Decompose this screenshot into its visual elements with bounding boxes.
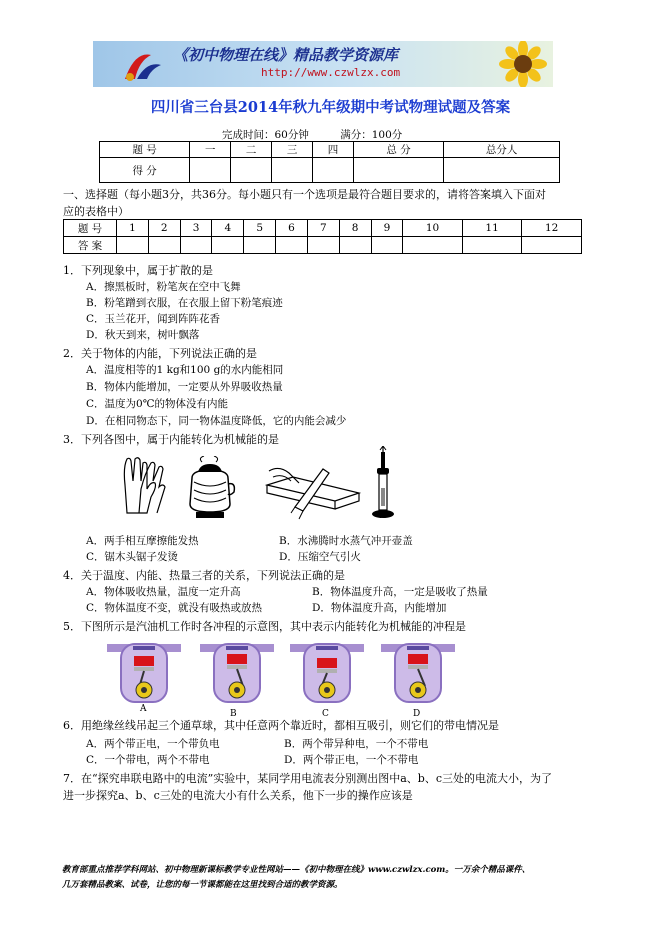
score-cell[interactable] [190, 158, 231, 183]
answer-table [63, 219, 582, 254]
question-6-option-a: A．两个带正电，一个带负电 [86, 738, 220, 750]
page-footer [62, 863, 530, 893]
score-header-cell: 二 [231, 142, 272, 158]
score-header-cell: 三 [272, 142, 313, 158]
answer-header-cell: 9 [371, 220, 403, 237]
score-table-header-row [100, 142, 560, 158]
answer-table-header-row [64, 220, 582, 237]
question-3-option-c: C．锯木头锯子发烫 [86, 551, 179, 563]
footer-line-2: 几万套精品教案、试卷，让您的每一节课都能在这里找到合适的教学资源。 [62, 880, 343, 890]
air-compression-igniter-image [370, 446, 396, 522]
question-6-stem: 6．用绝缘丝线吊起三个通草球，其中任意两个靠近时，都相互吸引，则它们的带电情况是 [63, 719, 499, 732]
section1-instructions-line2: 应的表格中） [63, 205, 129, 218]
question-3-option-d: D．压缩空气引火 [279, 551, 361, 563]
engine-label-b: B [230, 709, 237, 719]
answer-header-cell: 题 号 [64, 220, 117, 237]
answer-cell[interactable] [339, 237, 371, 254]
sawing-wood-image [265, 463, 361, 525]
question-2-option-c: C．温度为0℃的物体没有内能 [86, 398, 228, 410]
question-3-option-b: B．水沸腾时水蒸气冲开壶盖 [279, 535, 413, 547]
answer-cell[interactable] [462, 237, 522, 254]
site-logo-icon [121, 47, 165, 83]
document-title: 四川省三台县2014年秋九年级期中考试物理试题及答案 [150, 99, 511, 116]
engine-stroke-b-diagram [200, 640, 274, 704]
score-header-cell: 总分人 [444, 142, 560, 158]
score-table [99, 141, 560, 183]
rubbing-hands-image [117, 455, 169, 515]
answer-header-cell: 10 [403, 220, 463, 237]
engine-label-d: D [413, 709, 421, 719]
question-3-stem: 3．下列各图中，属于内能转化为机械能的是 [63, 433, 279, 446]
question-1-option-b: B．粉笔蹭到衣服，在衣服上留下粉笔痕迹 [86, 297, 283, 309]
question-1-option-d: D．秋天到来，树叶飘落 [86, 329, 200, 341]
answer-header-cell: 1 [117, 220, 149, 237]
answer-cell[interactable] [403, 237, 463, 254]
answer-header-cell: 8 [339, 220, 371, 237]
answer-header-cell: 12 [522, 220, 582, 237]
answer-cell[interactable] [522, 237, 582, 254]
exam-full-score: 满分：100分 [340, 129, 403, 141]
score-header-cell: 总 分 [353, 142, 443, 158]
engine-label-c: C [322, 709, 329, 719]
score-header-cell: 题 号 [100, 142, 190, 158]
question-5-stem: 5．下图所示是汽油机工作时各冲程的示意图，其中表示内能转化为机械能的冲程是 [63, 620, 466, 633]
question-2-option-b: B．物体内能增加，一定要从外界吸收热量 [86, 381, 283, 393]
score-cell[interactable] [353, 158, 443, 183]
question-1-option-c: C．玉兰花开，闻到阵阵花香 [86, 313, 221, 325]
score-cell[interactable] [444, 158, 560, 183]
engine-stroke-d-diagram [381, 640, 455, 704]
answer-cell[interactable] [307, 237, 339, 254]
answer-header-cell: 5 [244, 220, 276, 237]
question-1-option-a: A．擦黑板时，粉笔灰在空中飞舞 [86, 281, 241, 293]
answer-cell[interactable] [371, 237, 403, 254]
question-6-option-d: D．两个带正电，一个不带电 [284, 754, 419, 766]
answer-cell[interactable] [148, 237, 180, 254]
answer-cell[interactable] [212, 237, 244, 254]
answer-header-cell: 4 [212, 220, 244, 237]
question-4-option-b: B．物体温度升高，一定是吸收了热量 [312, 586, 488, 598]
kettle-steam-image [186, 456, 236, 520]
header-banner [93, 41, 553, 87]
question-6-option-b: B．两个带异种电，一个不带电 [284, 738, 429, 750]
question-4-option-c: C．物体温度不变，就没有吸热或放热 [86, 602, 263, 614]
score-cell[interactable] [272, 158, 313, 183]
answer-row-label: 答 案 [64, 237, 117, 254]
score-row-label: 得 分 [100, 158, 190, 183]
question-1-stem: 1．下列现象中，属于扩散的是 [63, 264, 213, 277]
answer-cell[interactable] [117, 237, 149, 254]
answer-cell[interactable] [244, 237, 276, 254]
score-header-cell: 四 [313, 142, 354, 158]
answer-header-cell: 11 [462, 220, 522, 237]
score-header-cell: 一 [190, 142, 231, 158]
score-cell[interactable] [231, 158, 272, 183]
question-2-option-a: A．温度相等的1 kg和100 g的水内能相同 [86, 364, 284, 376]
engine-stroke-a-diagram [107, 640, 181, 704]
engine-label-a: A [140, 704, 147, 714]
question-6-option-c: C．一个带电，两个不带电 [86, 754, 210, 766]
question-4-option-a: A．物体吸收热量，温度一定升高 [86, 586, 241, 598]
question-4-option-d: D．物体温度升高，内能增加 [312, 602, 447, 614]
footer-line-1: 教育部重点推荐学科网站、初中物理新课标教学专业性网站——《初中物理在线》www.czwlzx.com。一万余个精品课件、 [62, 865, 531, 875]
answer-header-cell: 6 [276, 220, 308, 237]
question-7-line2: 进一步探究a、b、c三处的电流大小有什么关系，他下一步的操作应该是 [63, 789, 413, 802]
sunflower-icon [493, 41, 549, 87]
question-2-stem: 2．关于物体的内能，下列说法正确的是 [63, 347, 257, 360]
question-7-line1: 7．在“探究串联电路中的电流”实验中，某同学用电流表分别测出图中a、b、c三处的电流大小，为了 [63, 772, 553, 785]
exam-meta [222, 127, 430, 142]
answer-cell[interactable] [180, 237, 212, 254]
question-2-option-d: D．在相同物态下，同一物体温度降低，它的内能会减少 [86, 415, 347, 427]
exam-time: 完成时间：60分钟 [222, 129, 309, 141]
question-3-option-a: A．两手相互摩擦能发热 [86, 535, 199, 547]
engine-stroke-c-diagram [290, 640, 364, 704]
score-cell[interactable] [313, 158, 354, 183]
answer-cell[interactable] [276, 237, 308, 254]
answer-header-cell: 3 [180, 220, 212, 237]
banner-url[interactable]: http://www.czwlzx.com [261, 66, 401, 79]
answer-header-cell: 2 [148, 220, 180, 237]
answer-table-answer-row [64, 237, 582, 254]
section1-instructions-line1: 一、选择题（每小题3分，共36分。每小题只有一个选项是最符合题目要求的，请将答案填入下面对 [63, 188, 546, 201]
banner-title: 《初中物理在线》精品教学资源库 [173, 46, 399, 64]
answer-header-cell: 7 [307, 220, 339, 237]
question-4-stem: 4．关于温度、内能、热量三者的关系，下列说法正确的是 [63, 569, 345, 582]
score-table-score-row [100, 158, 560, 183]
